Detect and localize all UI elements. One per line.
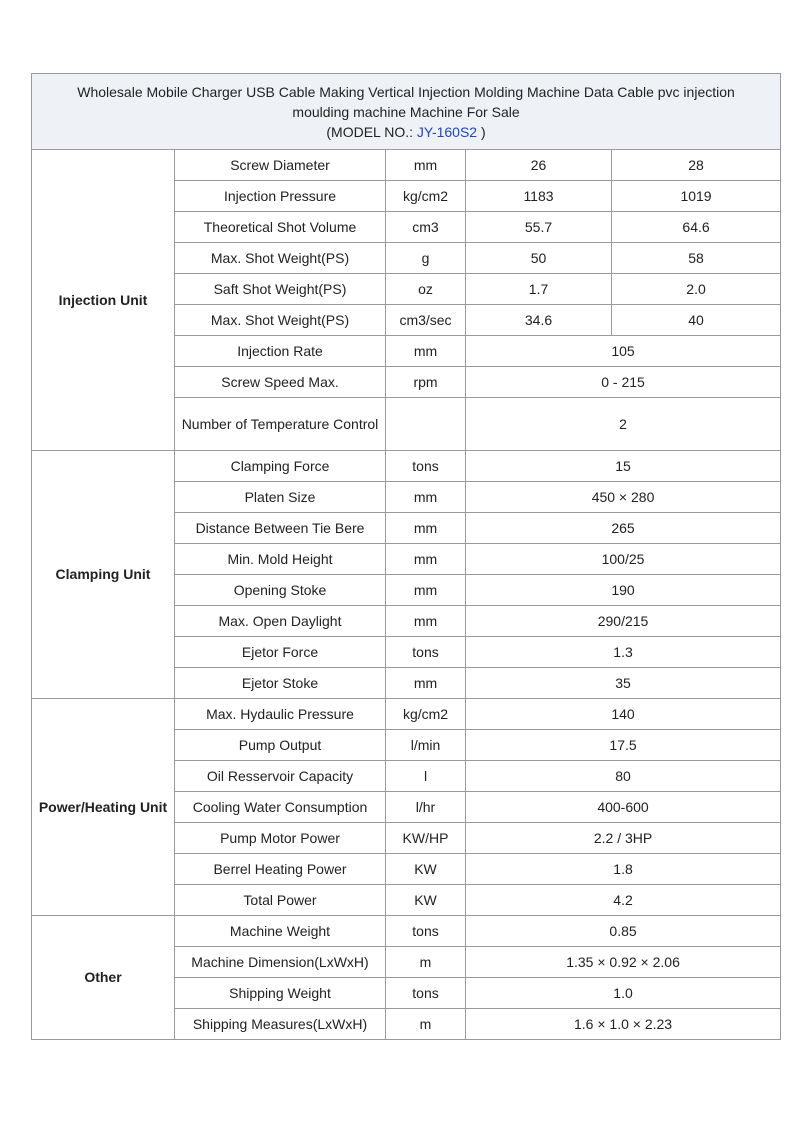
parameter-cell: Saft Shot Weight(PS) [175, 274, 386, 305]
unit-cell: mm [386, 668, 466, 699]
parameter-cell: Max. Open Daylight [175, 606, 386, 637]
unit-cell: g [386, 243, 466, 274]
parameter-cell: Pump Motor Power [175, 823, 386, 854]
value-cell: 1019 [612, 181, 781, 212]
value-cell: 1.8 [466, 854, 781, 885]
parameter-cell: Clamping Force [175, 451, 386, 482]
value-cell: 290/215 [466, 606, 781, 637]
parameter-cell: Machine Weight [175, 916, 386, 947]
unit-cell: tons [386, 978, 466, 1009]
parameter-cell: Cooling Water Consumption [175, 792, 386, 823]
table-header-row [32, 74, 781, 150]
parameter-cell: Max. Shot Weight(PS) [175, 305, 386, 336]
unit-cell: l/hr [386, 792, 466, 823]
model-prefix: (MODEL NO.: [326, 123, 417, 140]
value-cell: 2.2 / 3HP [466, 823, 781, 854]
parameter-cell: Injection Pressure [175, 181, 386, 212]
value-cell: 50 [466, 243, 612, 274]
group-label: Power/Heating Unit [32, 699, 175, 916]
value-cell: 1.35 × 0.92 × 2.06 [466, 947, 781, 978]
unit-cell: tons [386, 451, 466, 482]
parameter-cell: Oil Resservoir Capacity [175, 761, 386, 792]
value-cell: 15 [466, 451, 781, 482]
value-cell: 64.6 [612, 212, 781, 243]
value-cell: 26 [466, 150, 612, 181]
unit-cell: m [386, 1009, 466, 1040]
unit-cell: KW [386, 854, 466, 885]
unit-cell: mm [386, 513, 466, 544]
value-cell: 1.3 [466, 637, 781, 668]
unit-cell: m [386, 947, 466, 978]
unit-cell: cm3/sec [386, 305, 466, 336]
parameter-cell: Screw Diameter [175, 150, 386, 181]
value-cell: 0 - 215 [466, 367, 781, 398]
unit-cell: l/min [386, 730, 466, 761]
value-cell: 17.5 [466, 730, 781, 761]
value-cell: 55.7 [466, 212, 612, 243]
group-label: Other [32, 916, 175, 1040]
value-cell: 450 × 280 [466, 482, 781, 513]
unit-cell: mm [386, 482, 466, 513]
parameter-cell: Max. Hydaulic Pressure [175, 699, 386, 730]
table-title-cell [32, 74, 781, 150]
unit-cell: tons [386, 637, 466, 668]
parameter-cell: Injection Rate [175, 336, 386, 367]
value-cell: 58 [612, 243, 781, 274]
parameter-cell: Total Power [175, 885, 386, 916]
group-label: Clamping Unit [32, 451, 175, 699]
parameter-cell: Min. Mold Height [175, 544, 386, 575]
value-cell: 4.2 [466, 885, 781, 916]
value-cell: 40 [612, 305, 781, 336]
unit-cell: mm [386, 150, 466, 181]
unit-cell: rpm [386, 367, 466, 398]
parameter-cell: Ejetor Stoke [175, 668, 386, 699]
value-cell: 1183 [466, 181, 612, 212]
value-cell: 2 [466, 398, 781, 451]
value-cell: 1.6 × 1.0 × 2.23 [466, 1009, 781, 1040]
parameter-cell: Pump Output [175, 730, 386, 761]
value-cell: 34.6 [466, 305, 612, 336]
table-row [32, 451, 781, 482]
parameter-cell: Ejetor Force [175, 637, 386, 668]
parameter-cell: Shipping Measures(LxWxH) [175, 1009, 386, 1040]
unit-cell: l [386, 761, 466, 792]
value-cell: 100/25 [466, 544, 781, 575]
unit-cell: mm [386, 575, 466, 606]
value-cell: 400-600 [466, 792, 781, 823]
table-row [32, 916, 781, 947]
value-cell: 1.7 [466, 274, 612, 305]
table-row [32, 150, 781, 181]
group-label: Injection Unit [32, 150, 175, 451]
value-cell: 0.85 [466, 916, 781, 947]
unit-cell [386, 398, 466, 451]
spec-table [31, 73, 781, 1040]
value-cell: 265 [466, 513, 781, 544]
unit-cell: tons [386, 916, 466, 947]
value-cell: 1.0 [466, 978, 781, 1009]
parameter-cell: Max. Shot Weight(PS) [175, 243, 386, 274]
unit-cell: KW [386, 885, 466, 916]
unit-cell: kg/cm2 [386, 699, 466, 730]
value-cell: 35 [466, 668, 781, 699]
unit-cell: cm3 [386, 212, 466, 243]
parameter-cell: Machine Dimension(LxWxH) [175, 947, 386, 978]
value-cell: 80 [466, 761, 781, 792]
value-cell: 2.0 [612, 274, 781, 305]
value-cell: 28 [612, 150, 781, 181]
parameter-cell: Berrel Heating Power [175, 854, 386, 885]
parameter-cell: Platen Size [175, 482, 386, 513]
model-suffix: ) [477, 123, 486, 140]
value-cell: 140 [466, 699, 781, 730]
table-row [32, 699, 781, 730]
model-line [52, 122, 760, 142]
unit-cell: mm [386, 606, 466, 637]
unit-cell: KW/HP [386, 823, 466, 854]
model-number: JY-160S2 [416, 123, 478, 140]
parameter-cell: Shipping Weight [175, 978, 386, 1009]
value-cell: 105 [466, 336, 781, 367]
product-title: Wholesale Mobile Charger USB Cable Making Vertical Injection Molding Machine Data Cable pvc injection moulding machine Machine For Sale [77, 83, 735, 120]
value-cell: 190 [466, 575, 781, 606]
unit-cell: oz [386, 274, 466, 305]
unit-cell: mm [386, 544, 466, 575]
parameter-cell: Screw Speed Max. [175, 367, 386, 398]
unit-cell: kg/cm2 [386, 181, 466, 212]
parameter-cell: Opening Stoke [175, 575, 386, 606]
unit-cell: mm [386, 336, 466, 367]
parameter-cell: Distance Between Tie Bere [175, 513, 386, 544]
parameter-cell: Number of Temperature Control [175, 398, 386, 451]
parameter-cell: Theoretical Shot Volume [175, 212, 386, 243]
